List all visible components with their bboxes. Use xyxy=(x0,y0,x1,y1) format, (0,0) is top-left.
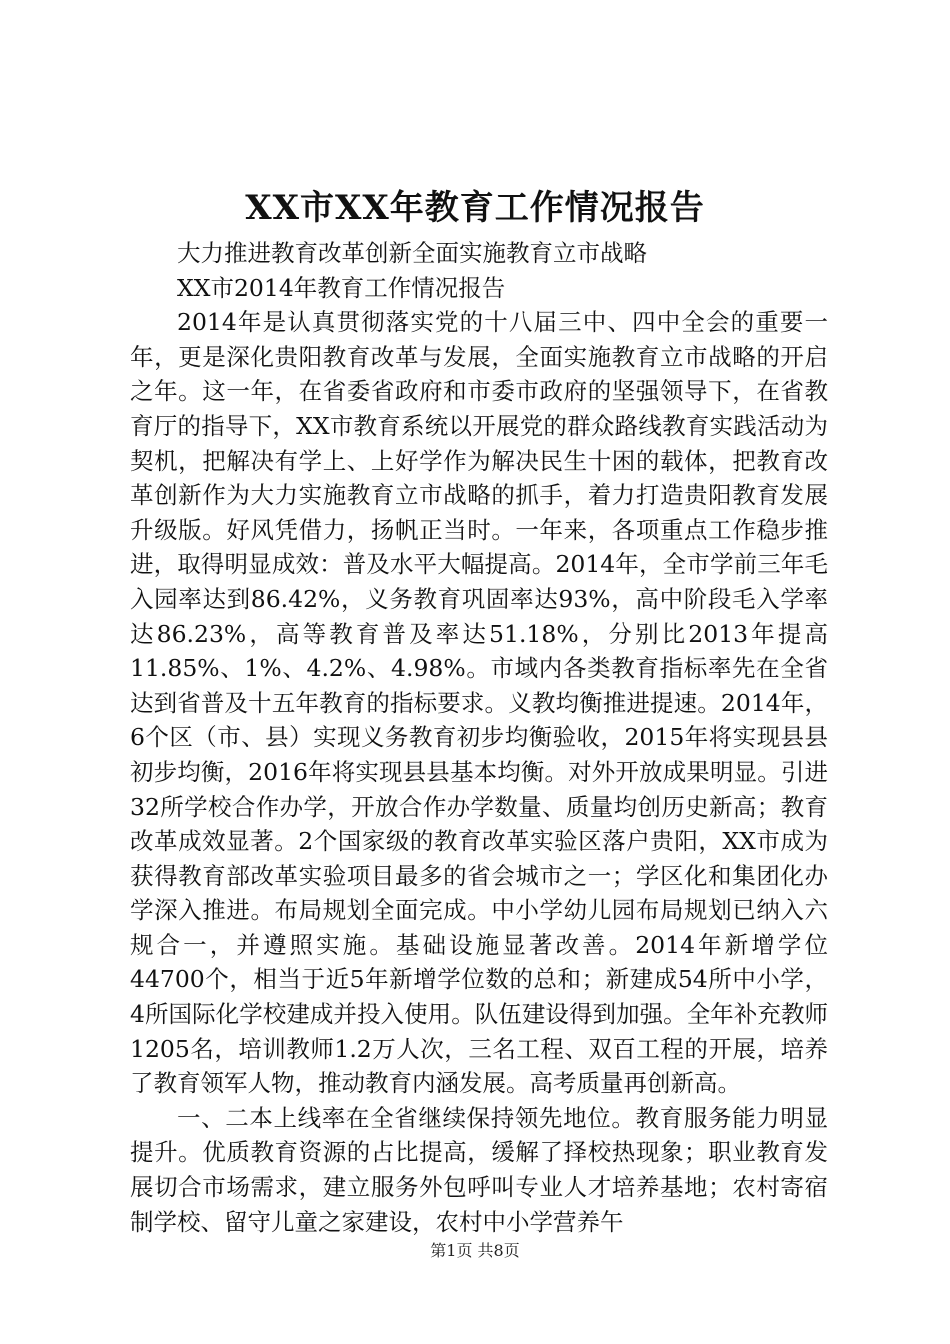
paragraph-subtitle: XX市2014年教育工作情况报告 xyxy=(177,273,506,302)
paragraph-slogan: 大力推进教育改革创新全面实施教育立市战略 xyxy=(177,239,647,267)
document-title: XX市XX年教育工作情况报告 xyxy=(245,188,705,228)
paragraph-continued: 一、二本上线率在全省继续保持领先地位。教育服务能力明显提升。优质教育资源的占比提高，缓解了择校热现象；职业教育发展切合市场需求，建立服务外包呼叫专业人才培养基地；农村寄宿制学校、留守儿童之家建设，农村中小学营养午 xyxy=(130,1103,828,1236)
document-body xyxy=(130,236,828,1239)
paragraph-main: 2014年是认真贯彻落实党的十八届三中、四中全会的重要一年，更是深化贵阳教育改革与发展，全面实施教育立市战略的开启之年。这一年，在省委省政府和市委市政府的坚强领导下，在省教育厅的指导下，XX市教育系统以开展党的群众路线教育实践活动为契机，把解决有学上、上好学作为解决民生十困的载体，把教育改革创新作为大力实施教育立市战略的抓手，着力打造贵阳教育发展升级版。好风凭借力，扬帆正当时。一年来，各项重点工作稳步推进，取得明显成效：普及水平大幅提高。2014年，全市学前三年毛入园率达到86.42%，义务教育巩固率达93%，高中阶段毛入学率达86.23%，高等教育普及率达51.18%，分别比2013年提高11.85%、1%、4.2%、4.98%。市域内各类教育指标率先在全省达到省普及十五年教育的指标要求。义教均衡推进提速。2014年，6个区（市、县）实现义务教育初步均衡验收，2015年将实现县县初步均衡，2016年将实现县县基本均衡。对外开放成果明显。引进32所学校合作办学，开放合作办学数量、质量均创历史新高；教育改革成效显著。2个国家级的教育改革实验区落户贵阳，XX市成为获得教育部改革实验项目最多的省会城市之一；学区化和集团化办学深入推进。布局规划全面完成。中小学幼儿园布局规划已纳入六规合一，并遵照实施。基础设施显著改善。2014年新增学位44700个，相当于近5年新增学位数的总和；新建成54所中小学，4所国际化学校建成并投入使用。队伍建设得到加强。全年补充教师1205名，培训教师1.2万人次，三名工程、双百工程的开展，培养了教育领军人物，推动教育内涵发展。高考质量再创新高。 xyxy=(130,308,828,1098)
page-footer: 第1页 共8页 xyxy=(430,1241,520,1260)
